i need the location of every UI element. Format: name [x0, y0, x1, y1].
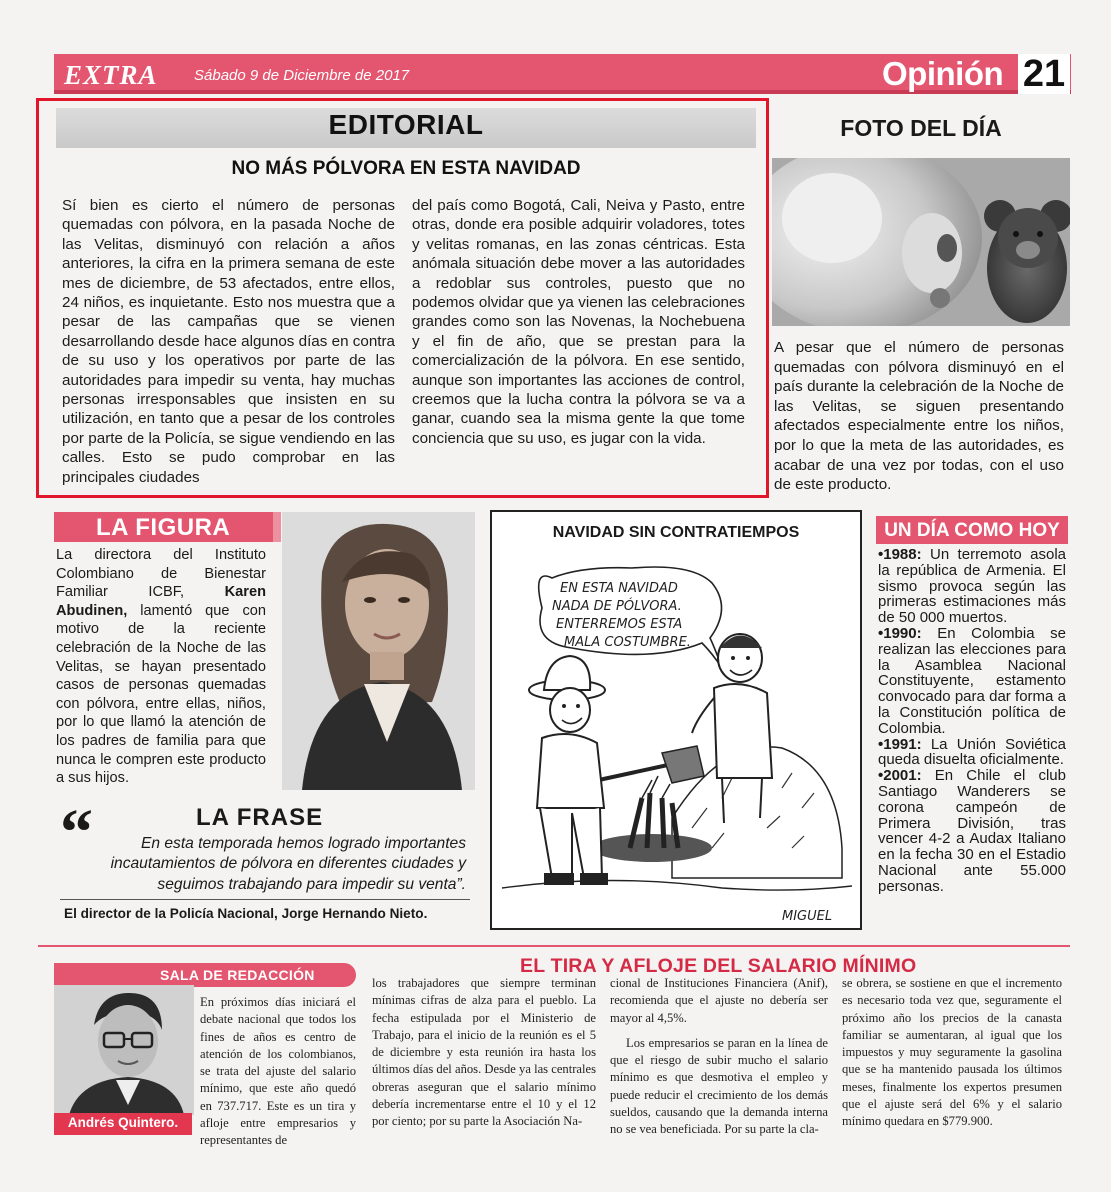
figure-text-body: lamentó que con motivo de la reciente celebración de la Noche de las Velitas, se hayan presentado casos de personas quemadas con pólvora, entre ellas, niños, por lo que llamó la atención de los padres de familia para que nunca le compren este producto a sus hijos. [56, 602, 266, 787]
columnist-photo [54, 985, 194, 1115]
event-text: La Unión Soviética queda disuelta oficialmente. [878, 735, 1066, 769]
cartoon-signature: MIGUEL [782, 909, 833, 924]
quote-mark-icon: “ [60, 796, 93, 869]
cartoon-bubble-line-1: EN ESTA NAVIDAD [560, 581, 678, 596]
event-year: •1988: [878, 546, 922, 563]
quote-author: El director de la Policía Nacional, Jorge Hernando Nieto. [64, 906, 428, 921]
event-year: •2001: [878, 767, 922, 785]
figure-person-name: Karen Abudinen, [56, 584, 266, 619]
quote-divider [60, 899, 470, 900]
cartoon-bubble-line-2: NADA DE PÓLVORA. [552, 599, 682, 614]
editorial-column-1: Sí bien es cierto el número de personas quemadas con pólvora, en la pasada Noche de las Velitas, disminuyó con relación a años anteriores, la cifra en la primera semana de este mes de diciembre, de 53 afectados, entre ellos, 24 niños, es inquietante. Esto nos muestra que a pesar de las campañas que se vienen desarrollando desde hace algunos días en contra de su uso y los operativos por parte de las autoridades para impedir su venta, hay muchas personas irresponsables que insisten en su utilización, en tanto que a pesar de los controles por parte de la Policía, se sigue vendiendo en las calles. Esto se pudo comprobar en las principales ciudades [62, 197, 395, 486]
column-text-3a: cional de Instituciones Financiera (Anif), recomienda que el ajuste no debería ser mayor al 4,5%. [610, 976, 828, 1025]
event-year: •1991: [878, 735, 922, 753]
column-text-3 [610, 975, 828, 1139]
newsroom-label: SALA DE REDACCIÓN [160, 967, 315, 983]
cartoon-bubble-line-3: ENTERREMOS ESTA [556, 617, 683, 632]
event-year: •1990: [878, 624, 922, 642]
figure-text-intro: La directora del Instituto Colombiano de Bienestar Familiar ICBF, [56, 547, 266, 601]
event-text: En Colombia se realizan las elecciones para la Asamblea Nacional Constituyente, estamento convocado para dar forma a la Constitución política de Colombia. [878, 624, 1066, 737]
event-text: Un terremoto asola la república de Armenia. El sismo provoca según las primeras estimaciones más de 50 000 muertos. [878, 546, 1066, 627]
column-text-1: En próximos días iniciará el debate nacional que todos los fines de años es centro de atención de los colombianos, se trata del ajuste del salario mínimo, que este año quedó en 737.717. Este es un tira y afloje entre empresarios y representantes de [200, 995, 356, 1148]
quote-text: En esta temporada hemos logrado importantes incautamientos de pólvora en diferentes ciudades y seguimos trabajando para impedir su venta”. [110, 835, 466, 893]
list-item [878, 547, 1066, 626]
photo-of-day-caption: A pesar que el número de personas quemadas con pólvora disminuyó en el país durante la celebración de la Noche de las Velitas, se siguen presentando afectados especialmente entre los niños, por lo que la meta de las autoridades, es acabar de una vez por todas, con el uso de este producto. [774, 339, 1064, 494]
on-this-day-title: UN DÍA COMO HOY [884, 520, 1060, 541]
cartoon-title: NAVIDAD SIN CONTRATIEMPOS [552, 524, 800, 541]
column-text-3b: Los empresarios se paran en la línea de que el riesgo de subir mucho el salario mínimo es que desmotiva el empleo y puede reducir el crecimiento de los demás sueldos, causando que la demanda interna no se vea beneficiada. Por su parte la cla- [610, 1035, 828, 1137]
list-item [878, 737, 1066, 769]
logo: EXTRA [64, 60, 158, 90]
photo-of-day-title: FOTO DEL DÍA [840, 115, 1002, 141]
cartoon-drawing [492, 548, 860, 928]
column-text-2: los trabajadores que siempre terminan mínimas cifras de alza para el pueblo. La fecha estipulada por el Ministerio de Trabajo, para el inicio de la reunión es el 5 de diciembre y esta reunión ira hasta los últimos días del años. Desde ya las centrales obreras aseguran que el salario mínimo debería incrementarse entre el 10 y el 12 por ciento; por su parte la Asociación Na- [372, 976, 596, 1129]
list-item [878, 626, 1066, 737]
editorial-headline: NO MÁS PÓLVORA EN ESTA NAVIDAD [231, 158, 581, 179]
issue-date: Sábado 9 de Diciembre de 2017 [194, 67, 410, 84]
photo-of-day-image [772, 158, 1070, 326]
figure-title: LA FIGURA [96, 514, 231, 541]
top-bleed-mark [400, 0, 610, 14]
column-headline: EL TIRA Y AFLOJE DEL SALARIO MÍNIMO [520, 955, 917, 977]
on-this-day-list [878, 547, 1066, 895]
column-text-4: se obrera, se sostiene en que el incremento es necesario toda vez que, seguramente el próximo año los precios de la canasta familiar se aumentaran, al igual que los impuestos y muy seguramente la gasolina que se ha mantenido pausada los últimos meses, finalmente los expertos presumen que el ajuste será del 6% y el salario mínimo quedara en $779.900. [842, 976, 1062, 1129]
editorial-label: EDITORIAL [328, 109, 484, 140]
editorial-column-2: del país como Bogotá, Cali, Neiva y Pasto, entre otras, donde era posible adquirir voladores, totes y velitas romanas, en las zonas céntricas. Esta anómala situación debe mover a las autoridades a redoblar sus controles, puesto que no podemos olvidar que ya vienen las celebraciones grandes como son las Novenas, la Nochebuena y el fin de año, que se prestan para la comercialización de la pólvora. En ese sentido, aunque son importantes las acciones de control, creemos que la lucha contra la pólvora se va a ganar, cuando sea la misma gente la que tome conciencia que su uso, es jugar con la vida. [412, 197, 745, 447]
section-divider [38, 945, 1070, 947]
figure-portrait [282, 512, 475, 790]
list-item [878, 768, 1066, 894]
quote-title: LA FRASE [196, 804, 324, 831]
page-number: 21 [1018, 54, 1070, 94]
cartoon-bubble-line-4: MALA COSTUMBRE. [564, 635, 691, 650]
event-text: En Chile el club Santiago Wanderers se corona campeón de Primera División, tras vencer 4-2 a Audax Italiano en la fecha 30 en el Estadio Nacional ante 55.000 personas. [878, 767, 1066, 895]
figure-text [56, 546, 266, 788]
columnist-name: Andrés Quintero. [67, 1115, 179, 1130]
section-title: Opinión [882, 55, 1004, 92]
